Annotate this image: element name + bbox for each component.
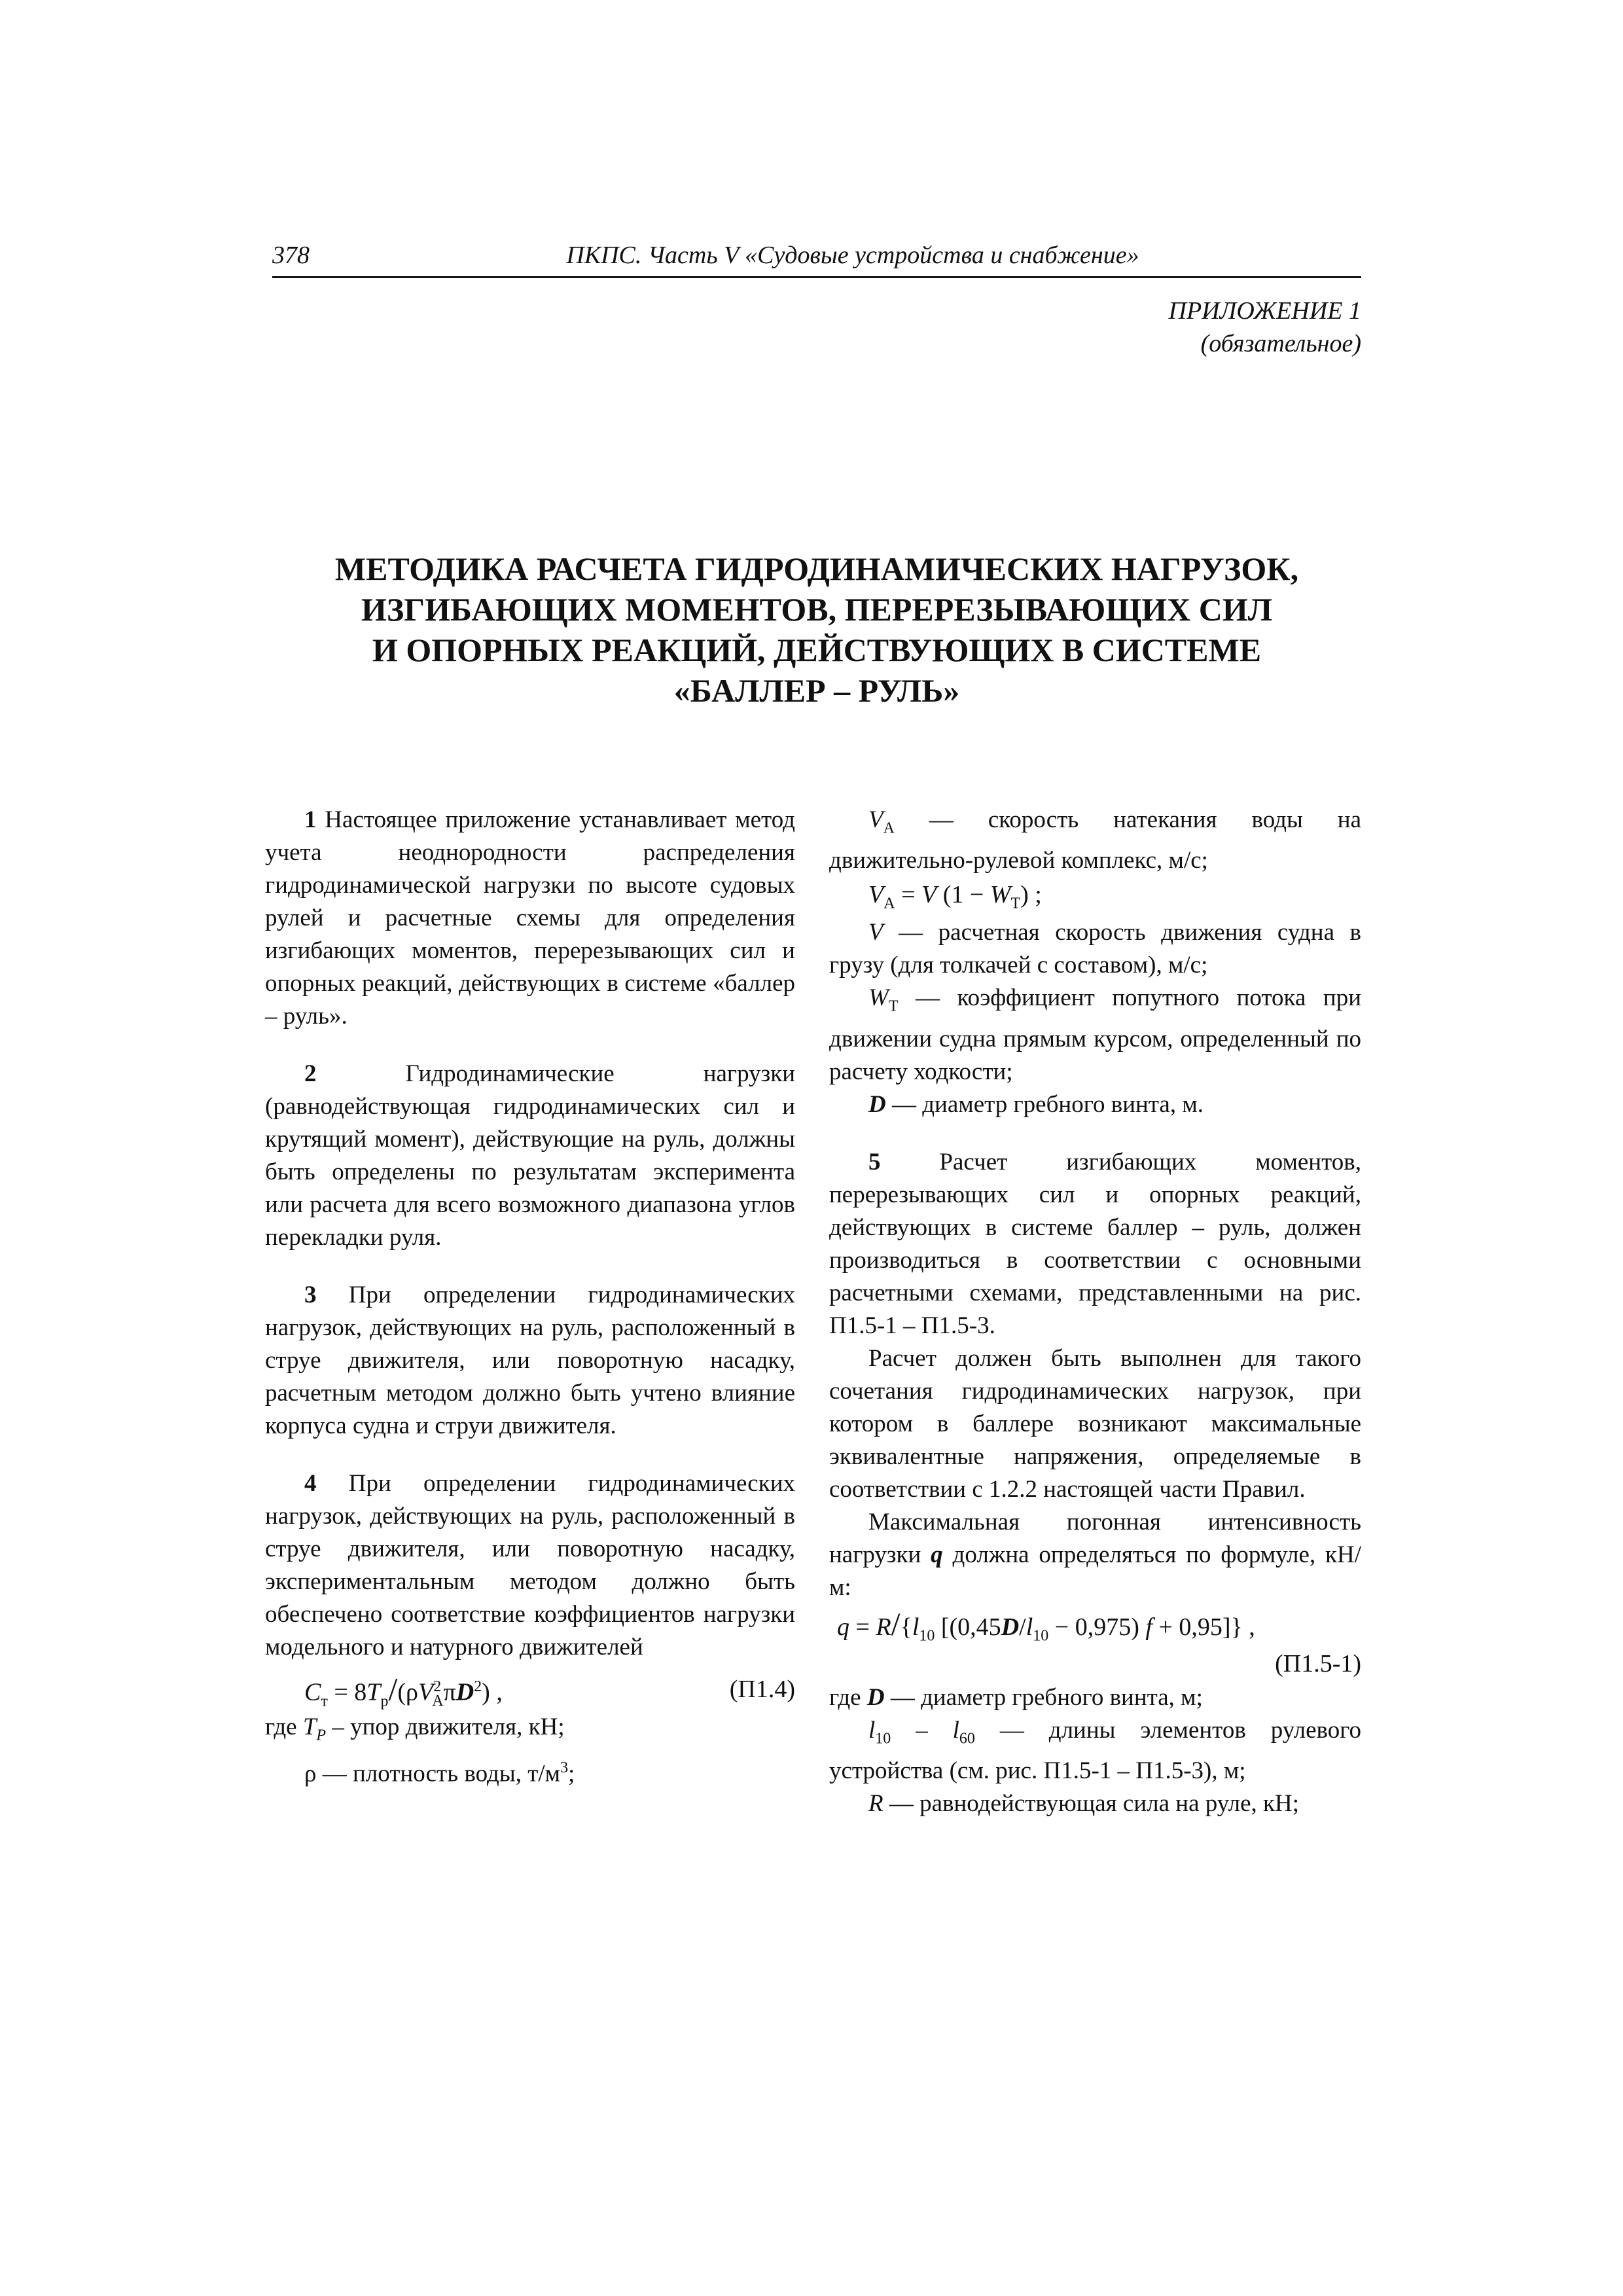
title-line: ИЗГИБАЮЩИХ МОМЕНТОВ, ПЕРЕРЕЗЫВАЮЩИХ СИЛ: [361, 591, 1273, 628]
paragraph-5: 5 Расчет изгибающих моментов, перерезывающих сил и опорных реакций, действующих в системе баллер – руль, должен производиться в соответствии с основными расчетными схемами, представленными на рис. П1.5-1 – П1.5-3.: [829, 1148, 1361, 1339]
def-r: R — равнодействующая сила на руле, кН;: [868, 1790, 1299, 1818]
paragraph-7: Максимальная погонная интенсивность нагрузки q должна определяться по формуле, кН/м:: [829, 1508, 1362, 1601]
title-line: И ОПОРНЫХ РЕАКЦИЙ, ДЕЙСТВУЮЩИХ В СИСТЕМЕ: [372, 632, 1262, 668]
document-title: [272, 548, 1361, 711]
running-header: [272, 237, 1361, 278]
page-number: 378: [272, 242, 310, 269]
formula-ct: [265, 1664, 795, 1711]
def-d2: где D — диаметр гребного винта, м;: [829, 1683, 1203, 1711]
paragraph-1: 1 Настоящее приложение устанавливает метод учета неоднородности распределения гидродинамической нагрузки по высоте судовых рулей и расчетные схемы для определения изгибающих моментов, перерезывающих сил и опорных реакций, действующих в системе «баллер – руль».: [265, 806, 795, 1030]
running-title: ПКПС. Часть V «Судовые устройства и снабжение»: [566, 242, 1139, 269]
paragraph-4: 4 При определении гидродинамических нагрузок, действующих на руль, расположенный в струе движителя, или поворотную насадку, экспериментальным методом должно быть обеспечено соответствие коэффициентов нагрузки модельного и натурного движителей: [265, 1470, 795, 1660]
def-v: V — расчетная скорость движения судна в грузу (для толкачей с составом), м/с;: [829, 919, 1361, 979]
def-d: D — диаметр гребного винта, м.: [868, 1090, 1204, 1118]
appendix-number: ПРИЛОЖЕНИЕ 1: [1168, 297, 1361, 325]
left-column: [265, 804, 795, 1791]
formula-va-body: $V_A = V$ $(1 - W_T)$ ;: [868, 881, 1042, 912]
title-line: «БАЛЛЕР – РУЛЬ»: [673, 672, 960, 709]
def-va: $V_A$ — скорость натекания воды на движительно-рулевой комплекс, м/с;: [829, 806, 1361, 874]
def-l: $l_{10} - l_{60}$ — длины элементов рулевого устройства (см. рис. П1.5-1 – П1.5-3), м;: [829, 1716, 1362, 1785]
formula-ct-label: (П1.4): [729, 1676, 795, 1703]
formula-q-label: (П1.5-1): [1275, 1649, 1361, 1677]
paragraph-6: Расчет должен быть выполнен для такого сочетания гидродинамических нагрузок, при котором в баллере возникают максимальные эквивалентные напряжения, определяемые в соответствии с 1.2.2 настоящей части Правил.: [829, 1344, 1361, 1503]
def-tp: где $T_P$ – упор движителя, кН;: [265, 1713, 565, 1744]
paragraph-3: 3 При определении гидродинамических нагрузок, действующих на руль, расположенный в струе движителя, или поворотную насадку, расчетным методом должно быть учтено влияние корпуса судна и струи движителя.: [265, 1282, 795, 1439]
def-wt: $W_T$ — коэффициент попутного потока при движении судна прямым курсом, определенный по расчету ходкости;: [829, 984, 1361, 1085]
formula-q: [829, 1604, 1361, 1681]
formula-va: [829, 877, 1361, 916]
right-column: [829, 804, 1361, 1820]
def-rho: ρ — плотность воды, $т/м^3$;: [304, 1759, 575, 1787]
paragraph-2: 2 Гидродинамические нагрузки (равнодействующая гидродинамических сил и крутящий момент), действующие на руль, должны быть определены по результатам эксперимента или расчета для всего возможного диапазона углов перекладки руля.: [265, 1060, 795, 1251]
formula-ct-body: $C_т = 8T_р/(\rho V^2_A\pi D^2)$ ,: [304, 1670, 503, 1710]
formula-q-body: $q = R/\{l_{10}$ $[(0,45D/l_{10} - 0,975) f + 0,95]$} ,: [837, 1605, 1255, 1645]
title-line: МЕТОДИКА РАСЧЕТА ГИДРОДИНАМИЧЕСКИХ НАГРУЗОК,: [334, 550, 1299, 587]
appendix-status: (обязательное): [1200, 330, 1361, 357]
appendix-label: [1169, 295, 1361, 360]
